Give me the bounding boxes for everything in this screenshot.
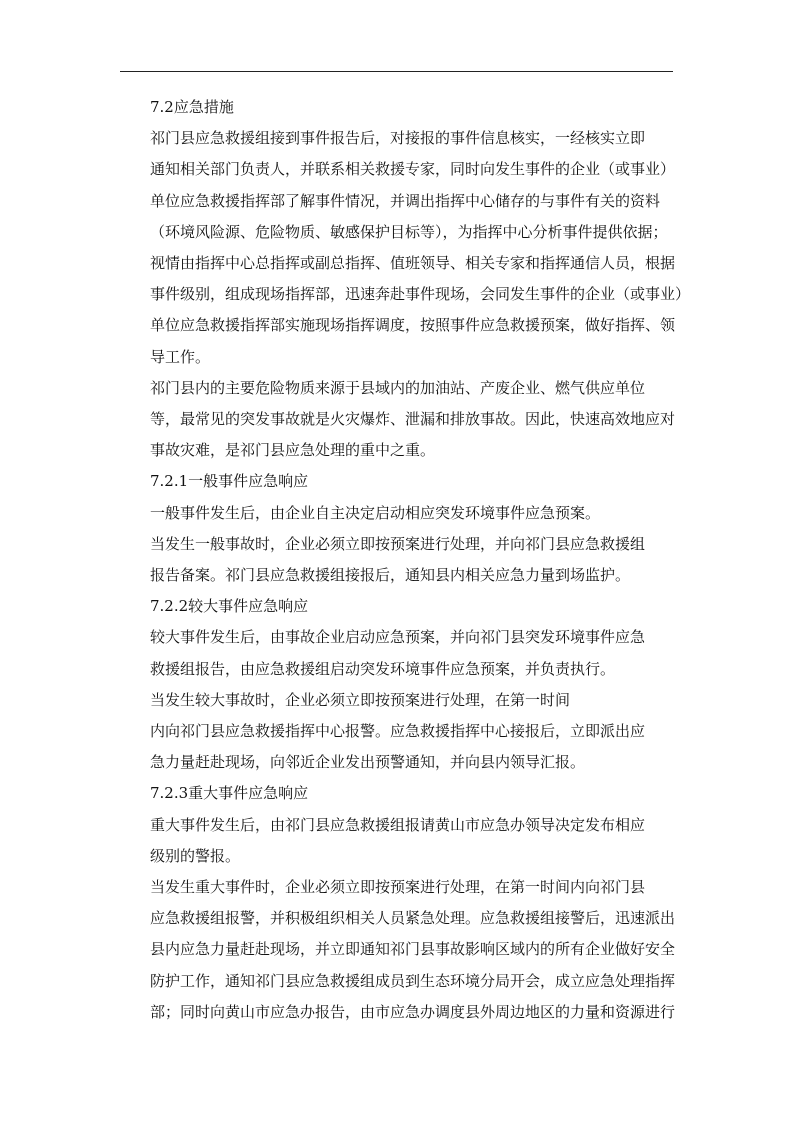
- text-line: 重大事件发生后，由祁门县应急救援组报请黄山市应急办领导决定发布相应: [150, 815, 646, 834]
- section-heading: [120, 591, 676, 622]
- text-line: 等，最常见的突发事故就是火灾爆炸、泄漏和排放事故。因此，快速高效地应对: [150, 410, 676, 429]
- paragraph: [120, 529, 676, 591]
- section-heading: [120, 778, 676, 809]
- text-line: 部；同时向黄山市应急办报告，由市应急办调度县外周边地区的力量和资源进行: [150, 1002, 676, 1021]
- text-line: 较大事件发生后，由事故企业启动应急预案，并向祁门县突发环境事件应急: [150, 628, 646, 647]
- text-line: 祁门县应急救援组接到事件报告后，对接报的事件信息核实，一经核实立即: [150, 129, 646, 148]
- paragraph: [120, 685, 676, 716]
- paragraph: [120, 373, 676, 467]
- document-body: [120, 92, 691, 1028]
- text-line: 内向祁门县应急救援指挥中心报警。应急救援指挥中心接报后，立即派出应: [150, 722, 646, 741]
- text-line: 视情由指挥中心总指挥或副总指挥、值班领导、相关专家和指挥通信人员，根据: [150, 254, 676, 273]
- text-line: 事故灾难，是祁门县应急处理的重中之重。: [150, 441, 436, 460]
- text-line: 祁门县内的主要危险物质来源于县域内的加油站、产废企业、燃气供应单位: [150, 378, 646, 397]
- header-rule: [120, 71, 673, 72]
- section-heading: [120, 92, 676, 123]
- paragraph: [120, 872, 676, 1028]
- text-line: 7.2.1一般事件应急响应: [150, 472, 309, 491]
- text-line: 县内应急力量赶赴现场，并立即通知祁门县事故影响区域内的所有企业做好安全: [150, 940, 676, 959]
- text-line: 7.2.2较大事件应急响应: [150, 597, 309, 616]
- text-line: 单位应急救援指挥部实施现场指挥调度，按照事件应急救援预案，做好指挥、领: [150, 316, 676, 335]
- paragraph: [120, 716, 676, 778]
- text-line: 当发生一般事故时，企业必须立即按预案进行处理，并向祁门县应急救援组: [150, 534, 646, 553]
- text-line: 防护工作，通知祁门县应急救援组成员到生态环境分局开会，成立应急处理指挥: [150, 971, 676, 990]
- text-line: 急力量赶赴现场，向邻近企业发出预警通知，并向县内领导汇报。: [150, 753, 586, 772]
- text-line: 级别的警报。: [150, 846, 241, 865]
- paragraph: [120, 498, 676, 529]
- paragraph: [120, 810, 676, 872]
- text-line: 当发生较大事故时，企业必须立即按预案进行处理，在第一时间: [150, 690, 571, 709]
- text-line: 事件级别，组成现场指挥部，迅速奔赴事件现场，会同发生事件的企业（或事业）: [150, 285, 691, 304]
- text-line: 7.2应急措施: [150, 98, 234, 116]
- text-line: 当发生重大事件时，企业必须立即按预案进行处理，在第一时间内向祁门县: [150, 878, 646, 897]
- section-heading: [120, 466, 676, 497]
- paragraph: [120, 123, 691, 373]
- text-line: 通知相关部门负责人，并联系相关救援专家，同时向发生事件的企业（或事业）: [150, 160, 676, 179]
- paragraph: [120, 622, 676, 684]
- text-line: 7.2.3重大事件应急响应: [150, 784, 309, 803]
- text-line: 应急救援组报警，并积极组织相关人员紧急处理。应急救援组接警后，迅速派出: [150, 909, 676, 928]
- text-line: 一般事件发生后，由企业自主决定启动相应突发环境事件应急预案。: [150, 503, 601, 522]
- text-line: 导工作。: [150, 347, 211, 366]
- text-line: 报告备案。祁门县应急救援组接报后，通知县内相关应急力量到场监护。: [150, 566, 631, 585]
- text-line: 救援组报告，由应急救援组启动突发环境事件应急预案，并负责执行。: [150, 659, 616, 678]
- text-line: 单位应急救援指挥部了解事件情况，并调出指挥中心储存的与事件有关的资料: [150, 191, 661, 210]
- text-line: （环境风险源、危险物质、敏感保护目标等），为指挥中心分析事件提供依据；: [150, 222, 668, 241]
